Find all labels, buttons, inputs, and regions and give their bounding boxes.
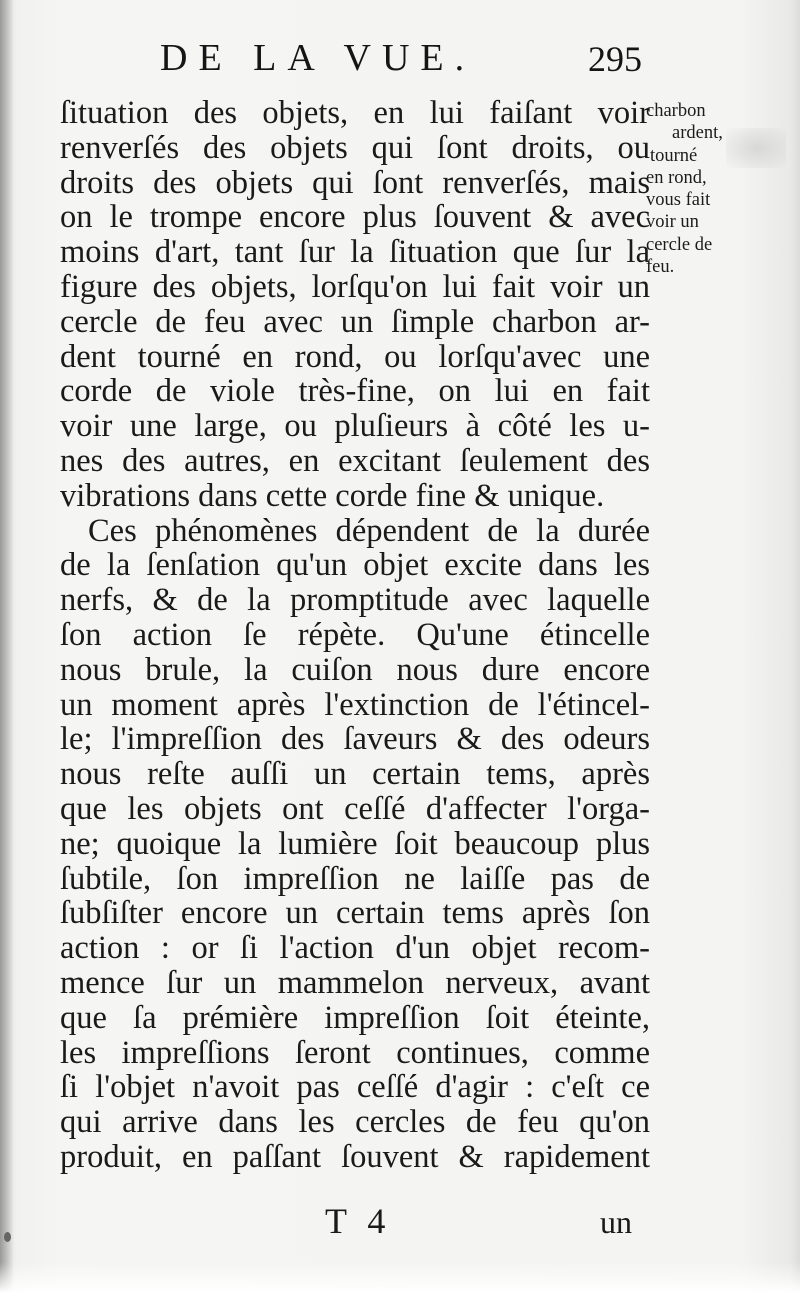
margin-note-line: vous fait bbox=[646, 190, 711, 211]
text-line: figure des objets, lorſqu'on lui fait voir un bbox=[60, 268, 650, 305]
text-line: ſon action ſe répète. Qu'une étincelle bbox=[60, 616, 650, 653]
margin-note-line: feu. bbox=[646, 257, 675, 278]
text-line: corde de viole très-fine, on lui en fait bbox=[60, 373, 650, 410]
page-bottom-edge bbox=[0, 1262, 800, 1293]
text-line: un moment après l'extinction de l'étincel- bbox=[60, 686, 650, 723]
text-line: ſi l'objet n'avoit pas ceſſé d'agir : c'eſt ce bbox=[60, 1069, 650, 1106]
text-line: que les objets ont ceſſé d'affecter l'orga- bbox=[60, 790, 650, 827]
text-line: les impreſſions ſeront continues, comme bbox=[60, 1034, 650, 1071]
margin-note-line: tourné bbox=[650, 145, 698, 166]
text-line: moins d'art, tant ſur la ſituation que ſur la bbox=[60, 234, 650, 271]
page-number: 295 bbox=[588, 39, 642, 79]
text-line: de la ſenſation qu'un objet excite dans les bbox=[60, 547, 650, 584]
text-line: le; l'impreſſion des ſaveurs & des odeurs bbox=[60, 721, 650, 758]
text-line: nous reſte auſſi un certain tems, après bbox=[60, 756, 650, 793]
text-line: ne; quoique la lumière ſoit beaucoup plus bbox=[60, 825, 650, 862]
text-line: renverſés des objets qui ſont droits, ou bbox=[60, 129, 650, 166]
running-head: DE LA VUE. bbox=[160, 37, 476, 79]
ink-dot bbox=[4, 1232, 11, 1242]
text-line: dent tourné en rond, ou lorſqu'avec une bbox=[60, 338, 650, 375]
text-line: produit, en paſſant ſouvent & rapidement bbox=[60, 1138, 650, 1175]
text-line: mence ſur un mammelon nerveux, avant bbox=[60, 964, 650, 1001]
margin-note-line: cercle de bbox=[646, 234, 713, 255]
text-line: voir une large, ou pluſieurs à côté les u- bbox=[60, 408, 650, 445]
text-line: action : or ſi l'action d'un objet recom- bbox=[60, 930, 650, 967]
margin-note-line: voir un bbox=[646, 212, 699, 233]
binding-shadow bbox=[0, 0, 14, 1293]
text-line: qui arrive dans les cercles de feu qu'on bbox=[60, 1104, 650, 1141]
signature-mark: T 4 bbox=[325, 1201, 392, 1241]
catchword: un bbox=[600, 1204, 632, 1240]
text-line: nerfs, & de la promptitude avec laquelle bbox=[60, 582, 650, 619]
text-line: on le trompe encore plus ſouvent & avec bbox=[60, 199, 650, 236]
text-line: ſituation des objets, en lui faiſant voir bbox=[60, 95, 650, 131]
text-line: nous brule, la cuiſon nous dure encore bbox=[60, 651, 650, 688]
margin-note bbox=[646, 100, 796, 278]
text-line: Ces phénomènes dépendent de la durée bbox=[88, 512, 650, 549]
margin-note-line: en rond, bbox=[646, 167, 707, 188]
text-line: ſubtile, ſon impreſſion ne laiſſe pas de bbox=[60, 860, 650, 897]
body-text bbox=[60, 96, 650, 1175]
margin-note-line: ardent, bbox=[672, 123, 723, 144]
text-line: nes des autres, en excitant ſeulement des bbox=[60, 442, 650, 479]
text-line: droits des objets qui ſont renverſés, mais bbox=[60, 164, 650, 201]
text-line: ſubſiſter encore un certain tems après ſon bbox=[60, 895, 650, 932]
text-line: cercle de feu avec un ſimple charbon ar- bbox=[60, 303, 650, 340]
margin-note-line: charbon bbox=[646, 101, 706, 121]
text-line: que ſa prémière impreſſion ſoit éteinte, bbox=[60, 999, 650, 1036]
text-line: vibrations dans cette corde fine & unique. bbox=[60, 477, 605, 514]
